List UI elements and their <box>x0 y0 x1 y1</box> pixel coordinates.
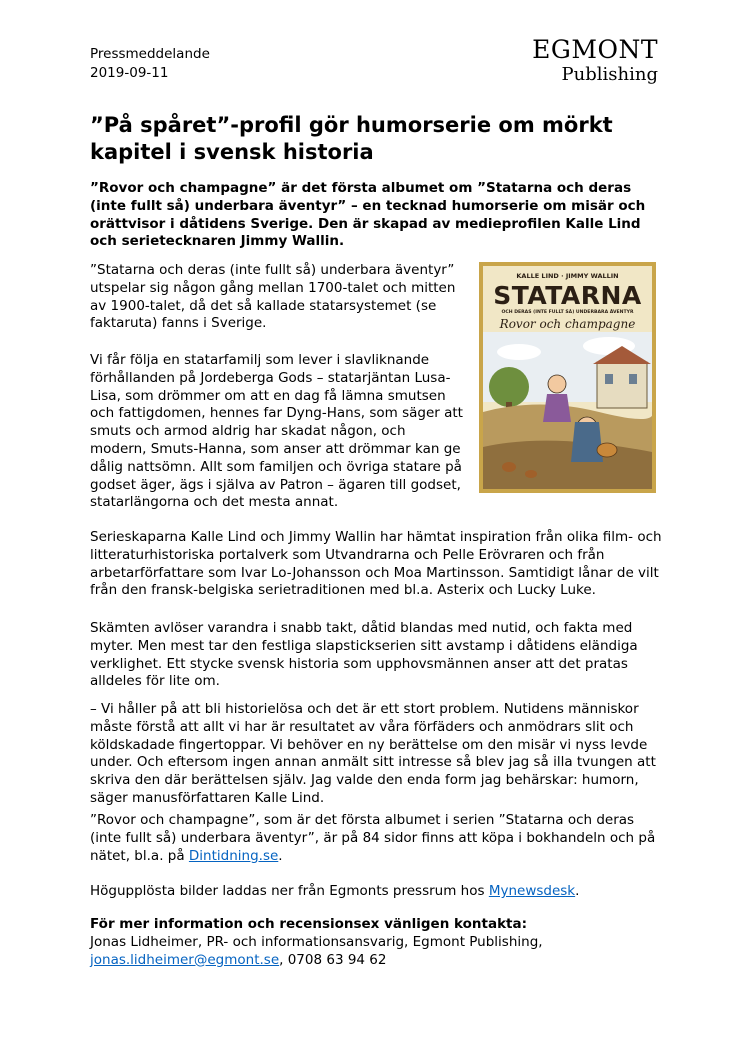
press-images-paragraph <box>90 883 665 901</box>
body-paragraph-3: Serieskaparna Kalle Lind och Jimmy Wallin har hämtat inspiration från olika film- och litteraturhistoriska portalverk som Utvandrarna och Pelle Erövraren och från arbetarförfattare som Ivar Lo-Johansson och Moa Martinsson. Samtidigt lånar de vilt från den fransk-belgiska serietraditionen med bl.a. Asterix och Lucky Luke. <box>90 529 662 599</box>
document-type: Pressmeddelande <box>90 46 210 62</box>
cover-hen <box>525 470 537 478</box>
body-paragraph-5: – Vi håller på att bli historielösa och det är ett stort problem. Nutidens människor måste förstå att allt vi har är resultatet av våra förfäders och anmödrars slit och köldskadade fingertoppar. Vi behöver en ny berättelse om den misär vi nyss levde under. Och eftersom ingen annan anmält sitt intresse så blev jag så illa tvungen att skriva den där berättelsen själv. Jag valde den enda form jag behärskar: humorn, säger manusförfattaren Kalle Lind. <box>90 701 656 806</box>
cover-character-girl <box>548 375 566 393</box>
cover-character-girl-dress <box>543 394 571 422</box>
headline: ”På spåret”-profil gör humorserie om mörkt kapitel i svensk historia <box>90 113 613 164</box>
availability-end: . <box>278 847 283 864</box>
body-paragraph-2: Vi får följa en statarfamilj som lever i slavliknande förhållanden på Jordeberga Gods – statarjäntan Lusa-Lisa, som drömmer om att en dag få lämna smutsen och fattigdomen, hennes far Dyng-Hans, som säger att smuts och armod aldrig har skadat någon, och modern, Smuts-Hanna, som anser att drömmar kan ge dålig nattsömn. Allt som familjen och övriga statare på godset äger, ägs i själva av Patron – ägaren till godset, statarlängorna och det mesta annat. <box>90 352 463 511</box>
cover-window <box>629 374 637 384</box>
availability-paragraph <box>90 812 665 865</box>
contact-block <box>90 916 665 969</box>
press-images-end: . <box>575 883 580 899</box>
dintidning-link[interactable]: Dintidning.se <box>188 847 279 864</box>
contact-heading: För mer information och recensionsex vänligen kontakta: <box>90 916 528 932</box>
availability-text: ”Rovor och champagne”, som är det första albumet i serien ”Statarna och deras (inte fullt så) underbara äventyr”, är på 84 sidor finns att köpa i bokhandeln och på nätet, bl.a. på <box>90 812 656 864</box>
cover-guitar <box>597 443 617 457</box>
cover-window <box>605 374 613 384</box>
cover-cloud <box>497 344 541 360</box>
logo-sub-text: Publishing <box>561 64 658 85</box>
cover-manor <box>597 362 647 408</box>
release-meta <box>90 45 210 83</box>
cover-series-title: STATARNA <box>493 281 642 310</box>
release-date: 2019-09-11 <box>90 65 169 81</box>
contact-details <box>90 952 665 970</box>
cover-album-title: Rovor och champagne <box>499 317 636 331</box>
cover-authors: KALLE LIND · JIMMY WALLIN <box>516 272 619 280</box>
contact-person: Jonas Lidheimer, PR- och informationsansvarig, Egmont Publishing, <box>90 933 543 950</box>
book-cover-image <box>479 262 656 493</box>
contact-email-link[interactable]: jonas.lidheimer@egmont.se <box>90 951 280 968</box>
contact-phone: , 0708 63 94 62 <box>279 951 387 968</box>
cover-tree <box>489 367 529 407</box>
body-paragraph-1: ”Statarna och deras (inte fullt så) underbara äventyr” utspelar sig någon gång mellan 1700-talet och mitten av 1900-talet, då det så kallade statarsystemet (se faktaruta) fanns i Sverige. <box>90 262 456 332</box>
body-paragraph-4: Skämten avlöser varandra i snabb takt, dåtid blandas med nutid, och fakta med myter. Men mest tar den festliga slapstickserien sitt avstamp i dåtidens eländiga verklighet. Ett stycke svensk historia som upphovsmännen anser att det pratas alldeles för lite om. <box>90 620 638 690</box>
press-images-text: Högupplösta bilder laddas ner från Egmonts pressrum hos <box>90 883 489 899</box>
cover-character-man-body <box>571 422 603 462</box>
cover-series-subtitle: OCH DERAS (INTE FULLT SÅ) UNDERBARA ÄVENTYR <box>501 310 634 315</box>
egmont-logo <box>478 36 658 86</box>
logo-main-text: EGMONT <box>532 35 658 64</box>
lead-paragraph: ”Rovor och champagne” är det första albumet om ”Statarna och deras (inte fullt så) underbara äventyr” – en tecknad humorserie om misär och orättvisor i dåtidens Sverige. Den är skapad av medieprofilen Kalle Lind och serietecknaren Jimmy Wallin. <box>90 180 646 250</box>
mynewsdesk-link[interactable]: Mynewsdesk <box>488 883 576 899</box>
cover-hen <box>502 462 516 472</box>
